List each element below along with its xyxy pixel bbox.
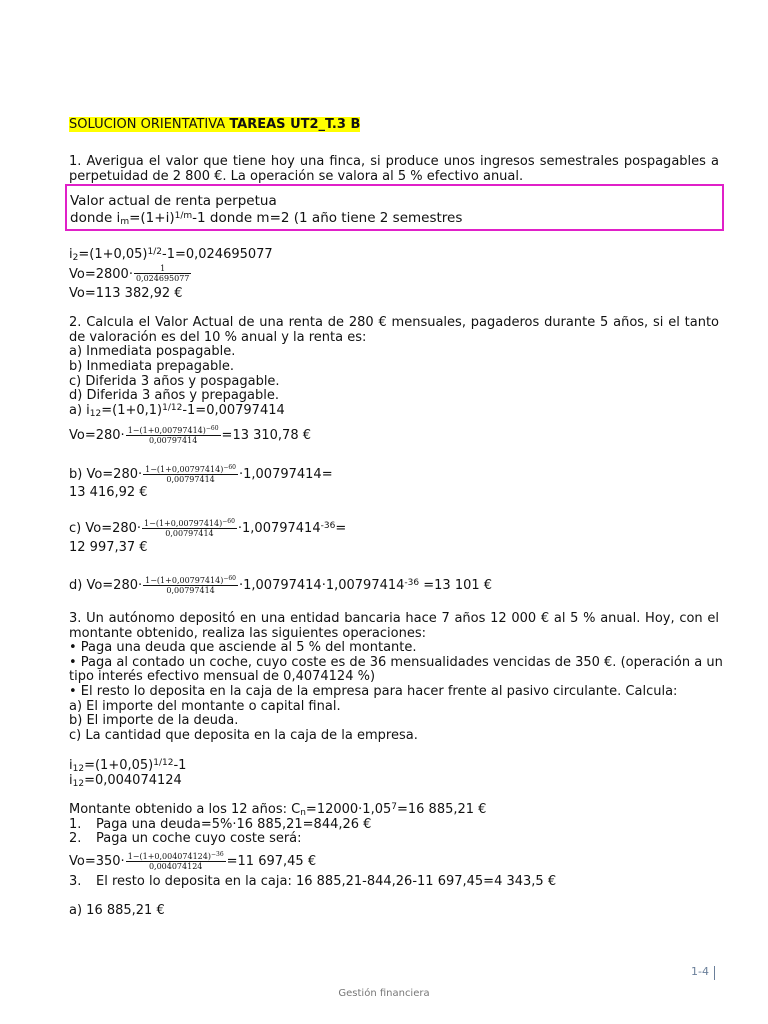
q3-answer-a: a) 16 885,21 € xyxy=(69,903,165,918)
q3-ask-a: a) El importe del montante o capital final. xyxy=(69,699,341,714)
page-number-bar xyxy=(714,966,715,980)
q3-bullet1: • Paga una deuda que asciende al 5 % del montante. xyxy=(69,640,417,655)
q3-ask-c: c) La cantidad que deposita en la caja de la empresa. xyxy=(69,728,418,743)
fraction: $\frac{1-(1+0,00797414)^{-60}}{0,00797414}$ xyxy=(145,575,236,595)
q1-line2: perpetuidad de 2 800 €. La operación se valora al 5 % efectivo anual. xyxy=(69,169,524,184)
box-line1: Valor actual de renta perpetua xyxy=(70,193,277,209)
footer-text: Gestión financiera xyxy=(338,988,430,999)
q2-option-c: c) Diferida 3 años y pospagable. xyxy=(69,374,280,389)
q3-line2: montante obtenido, realiza las siguientes operaciones: xyxy=(69,626,427,641)
title-bold: TAREAS UT2_T.3 B xyxy=(229,117,361,132)
q2-b-result: b) Vo=280· $\frac{1-(1+0,00797414)^{-60}}{0,00797414}$ ·1,00797414= xyxy=(69,464,333,484)
fraction: $\frac{1-(1+0,004074124)^{-36}}{0,004074124}$ xyxy=(127,851,224,871)
q2-a-result: Vo=280· $\frac{1-(1+0,00797414)^{-60}}{0,00797414}$ =13 310,78 € xyxy=(69,425,312,445)
q2-c-value: 12 997,37 € xyxy=(69,540,148,555)
q3-rate-formula: $i_{12}=(1+0,05)^{1/12}-1$ xyxy=(69,758,187,774)
box-line2: donde $i_m=(1+i)^{1/m}-1$ donde m=2 (1 año tiene 2 semestres xyxy=(70,210,463,227)
q1-step2: Vo=2800· $\frac{1}{0,024695077}$ xyxy=(69,264,190,283)
q1-step1: $i_2=(1+0,05)^{1/2}-1=0,024695077$ xyxy=(69,247,273,263)
q3-step1-num: 1. xyxy=(69,817,82,832)
page-title xyxy=(69,117,360,132)
q2-d-result: d) Vo=280· $\frac{1-(1+0,00797414)^{-60}}{0,00797414}$ $\cdot 1,00797414\cdot 1,00797414^{-36} =13$ 101 € xyxy=(69,575,493,595)
q1-step3: Vo=113 382,92 € xyxy=(69,286,183,301)
q2-b-value: 13 416,92 € xyxy=(69,485,148,500)
q2-line1: 2. Calcula el Valor Actual de una renta de 280 € mensuales, pagaderos durante 5 años, si el tanto xyxy=(69,315,719,330)
q3-montante: Montante obtenido a los 12 años: $C_n=12000\cdot 1,05^7=16$ 885,21 € xyxy=(69,802,487,818)
q2-option-b: b) Inmediata prepagable. xyxy=(69,359,234,374)
q3-bullet3: • El resto lo deposita en la caja de la empresa para hacer frente al pasivo circulante. Calcula: xyxy=(69,684,678,699)
q2-line2: de valoración es del 10 % anual y la renta es: xyxy=(69,330,367,345)
q2-a-rate: a) $i_{12}=(1+0,1)^{1/12}-1=0,00797414$ xyxy=(69,403,285,419)
q3-bullet2-cont: tipo interés efectivo mensual de 0,4074124 %) xyxy=(69,669,376,684)
title-plain: SOLUCION ORIENTATIVA xyxy=(69,117,230,132)
q3-step1-text: Paga una deuda=5%·16 885,21=844,26 € xyxy=(96,817,372,832)
q3-step3-num: 3. xyxy=(69,874,82,889)
q3-coche-value: Vo=350· $\frac{1-(1+0,004074124)^{-36}}{0,004074124}$ =11 697,45 € xyxy=(69,851,317,871)
fraction: $\frac{1-(1+0,00797414)^{-60}}{0,00797414}$ xyxy=(145,464,236,484)
q3-step3-text: El resto lo deposita en la caja: 16 885,21-844,26-11 697,45=4 343,5 € xyxy=(96,874,557,889)
q3-ask-b: b) El importe de la deuda. xyxy=(69,713,239,728)
fraction: $\frac{1-(1+0,00797414)^{-60}}{0,00797414}$ xyxy=(144,518,235,538)
q3-line1: 3. Un autónomo depositó en una entidad bancaria hace 7 años 12 000 € al 5 % anual. Hoy, con el xyxy=(69,611,719,626)
q2-option-d: d) Diferida 3 años y prepagable. xyxy=(69,388,279,403)
q2-c-result: c) Vo=280· $\frac{1-(1+0,00797414)^{-60}}{0,00797414}$ $\cdot 1,00797414^{-36}=$ xyxy=(69,518,347,538)
q1-line1: 1. Averigua el valor que tiene hoy una finca, si produce unos ingresos semestrales pospagables a xyxy=(69,154,719,169)
q3-step2-num: 2. xyxy=(69,831,82,846)
fraction: $\frac{1}{0,024695077}$ xyxy=(135,264,190,283)
q2-option-a: a) Inmediata pospagable. xyxy=(69,344,236,359)
fraction: $\frac{1-(1+0,00797414)^{-60}}{0,00797414}$ xyxy=(127,425,219,445)
q3-bullet2: • Paga al contado un coche, cuyo coste es de 36 mensualidades vencidas de 350 €. (operación a un xyxy=(69,655,723,670)
page-number: 1-4 xyxy=(691,965,709,978)
q3-rate-value: $i_{12}=0,004074124$ xyxy=(69,773,182,789)
formula-box xyxy=(65,184,724,231)
q3-step2-text: Paga un coche cuyo coste será: xyxy=(96,831,302,846)
